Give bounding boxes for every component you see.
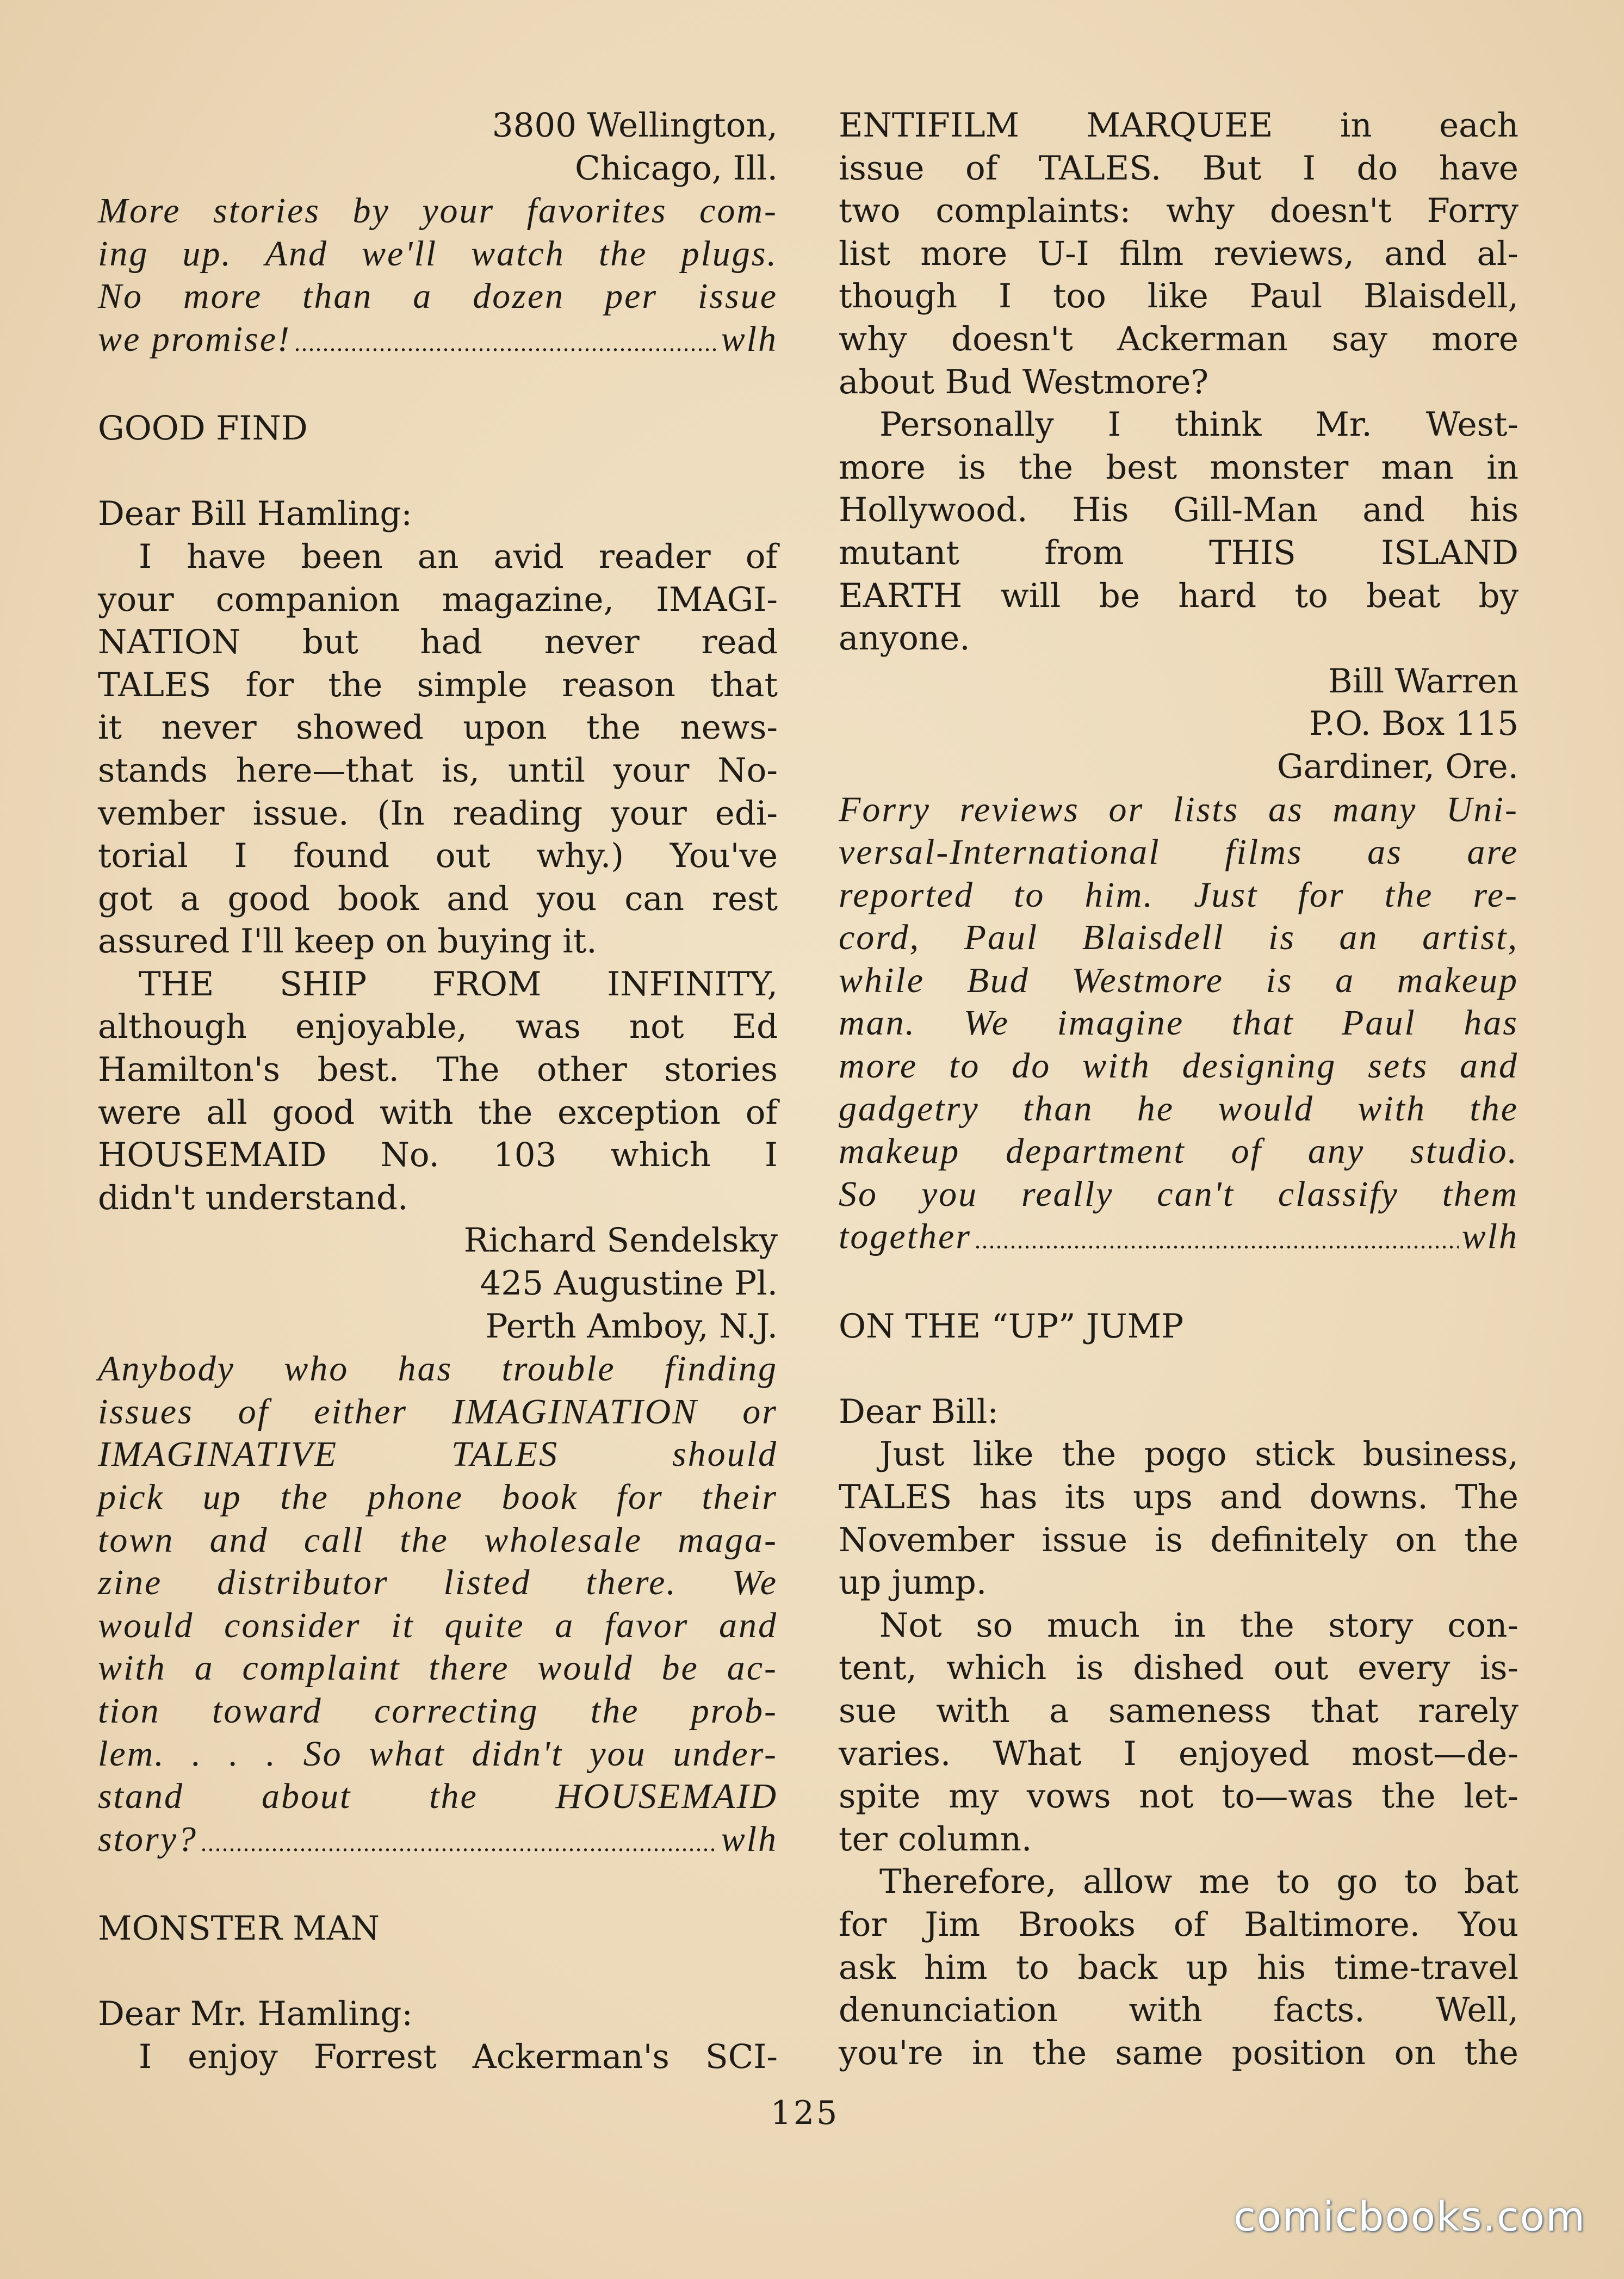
letter-line: mutant from THIS ISLAND: [839, 533, 1518, 572]
letter-line: anyone.: [839, 619, 970, 658]
reply-line: So you really can't classify them: [839, 1174, 1518, 1214]
letter-paragraph: [839, 1605, 1518, 1861]
reply-line: zine distributor listed there. We: [98, 1563, 778, 1603]
letter-line: ask him to back up his time-travel: [839, 1948, 1518, 1987]
reply-line: IMAGINATIVE TALES should: [98, 1434, 778, 1475]
reply-line: man. We imagine that Paul has: [839, 1003, 1518, 1043]
letter-paragraph: [839, 404, 1518, 660]
page-number: 125: [770, 2094, 840, 2132]
reply-line: More stories by your favorites com-: [98, 191, 778, 231]
letter-line: EARTH will be hard to beat by: [839, 576, 1518, 615]
letter-paragraph: [839, 104, 1518, 404]
letter-line: Not so much in the story con-: [879, 1606, 1518, 1645]
letter-line: up jump.: [839, 1563, 987, 1602]
editor-initials: wlh: [721, 1819, 778, 1859]
letter-line: got a good book and you can rest: [98, 879, 778, 918]
letter-line: HOUSEMAID No. 103 which I: [98, 1136, 778, 1175]
letter-line: spite my vows not to—was the let-: [839, 1777, 1518, 1816]
letter-line: November issue is definitely on the: [839, 1520, 1518, 1559]
reply-line: more to do with designing sets and: [839, 1046, 1518, 1086]
letter-line: ENTIFILM MARQUEE in each: [839, 106, 1518, 145]
address-line: 3800 Wellington,: [492, 106, 778, 145]
letter-line: TALES for the simple reason that: [98, 665, 778, 704]
reply-line: issues of either IMAGINATION or: [98, 1391, 778, 1432]
reply-line: gadgetry than he would with the: [839, 1088, 1518, 1129]
reply-line: versal-International films as are: [839, 832, 1518, 872]
reply-line: No more than a dozen per issue: [98, 276, 778, 317]
reply-line: Anybody who has trouble finding: [98, 1349, 778, 1389]
letter-line: stands here—that is, until your No-: [98, 751, 778, 790]
reply-line: while Bud Westmore is a makeup: [839, 960, 1518, 1000]
reply-line: we promise!: [98, 319, 292, 359]
letter-line: vember issue. (In reading your edi-: [98, 794, 778, 833]
reply-line: town and call the wholesale maga-: [98, 1520, 778, 1560]
letter-line: Hamilton's best. The other stories: [98, 1050, 778, 1089]
reply-line: with a complaint there would be ac-: [98, 1648, 778, 1688]
editor-reply: [839, 789, 1518, 1263]
left-column: [98, 104, 778, 2078]
leader-dots: [975, 1219, 1459, 1262]
letter-line: Therefore, allow me to go to bat: [879, 1862, 1518, 1902]
letter-line: two complaints: why doesn't Forry: [839, 191, 1518, 231]
reply-signoff: [839, 1216, 1518, 1262]
reply-line: would consider it quite a favor and: [98, 1605, 778, 1645]
address-line: 425 Augustine Pl.: [480, 1264, 778, 1303]
letter-line: Personally I think Mr. West-: [879, 405, 1518, 444]
reply-line: story?: [98, 1819, 197, 1859]
reply-line: together: [839, 1217, 971, 1257]
letter-line: THE SHIP FROM INFINITY,: [139, 964, 778, 1004]
editor-reply: [98, 1348, 778, 1865]
letter-line: assured I'll keep on buying it.: [98, 922, 597, 961]
letter-line: why doesn't Ackerman say more: [839, 319, 1518, 358]
address-line: Chicago, Ill.: [574, 148, 778, 188]
salutation: Dear Bill:: [839, 1392, 999, 1431]
leader-dots: [201, 1822, 718, 1865]
address-line: P.O. Box 115: [1309, 704, 1518, 744]
reply-line: stand about the HOUSEMAID: [98, 1776, 778, 1817]
letter-line: more is the best monster man in: [839, 448, 1518, 487]
leader-dots: [294, 322, 718, 365]
reply-line: Forry reviews or lists as many Uni-: [839, 789, 1518, 829]
watermark: comicbooks.com: [1234, 2194, 1586, 2240]
salutation: Dear Mr. Hamling:: [98, 1995, 413, 2034]
letter-line: list more U-I film reviews, and al-: [839, 234, 1518, 273]
section-heading: GOOD FIND: [98, 409, 308, 448]
letter-line: you're in the same position on the: [839, 2033, 1518, 2072]
section-heading: ON THE “UP” JUMP: [839, 1306, 1184, 1346]
letter-line: your companion magazine, IMAGI-: [98, 580, 778, 619]
letter-line: for Jim Brooks of Baltimore. You: [839, 1905, 1518, 1944]
reply-signoff: [98, 1818, 778, 1865]
letter-line: though I too like Paul Blaisdell,: [839, 277, 1518, 316]
editor-initials: wlh: [1461, 1217, 1518, 1257]
right-column: [839, 104, 1518, 2074]
letter-line: ter column.: [839, 1819, 1032, 1859]
letter-line: issue of TALES. But I do have: [839, 148, 1518, 188]
signature-name: Richard Sendelsky: [463, 1221, 778, 1260]
letter-line: didn't understand.: [98, 1178, 408, 1217]
reply-line: ing up. And we'll watch the plugs.: [98, 233, 778, 274]
address-line: Gardiner, Ore.: [1276, 747, 1518, 786]
letter-line: Just like the pogo stick business,: [879, 1435, 1518, 1474]
letter-line: tent, which is dished out every is-: [839, 1649, 1518, 1688]
letter-line: denunciation with facts. Well,: [839, 1991, 1518, 2030]
letter-line: it never showed upon the news-: [98, 708, 778, 747]
section-heading: MONSTER MAN: [98, 1909, 380, 1948]
letter-line: although enjoyable, was not Ed: [98, 1007, 778, 1046]
reply-line: pick up the phone book for their: [98, 1477, 778, 1517]
signature-name: Bill Warren: [1328, 661, 1518, 701]
letter-line: I have been an avid reader of: [139, 537, 778, 576]
editor-initials: wlh: [721, 319, 778, 359]
letter-line: sue with a sameness that rarely: [839, 1691, 1518, 1730]
letter-line: varies. What I enjoyed most—de-: [839, 1734, 1518, 1773]
editor-reply: [98, 190, 778, 364]
letter-line: TALES has its ups and downs. The: [839, 1478, 1518, 1516]
letter-line: NATION but had never read: [98, 623, 778, 662]
letter-line: Hollywood. His Gill-Man and his: [839, 491, 1518, 530]
letter-line: torial I found out why.) You've: [98, 837, 778, 876]
letter-paragraph: [839, 1861, 1518, 2074]
letter-paragraph: [98, 536, 778, 963]
address-line: Perth Amboy, N.J.: [485, 1306, 778, 1346]
reply-line: makeup department of any studio.: [839, 1131, 1518, 1172]
reply-signoff: [98, 318, 778, 365]
reply-line: lem. . . . So what didn't you under-: [98, 1733, 778, 1774]
letter-paragraph: [98, 963, 778, 1220]
salutation: Dear Bill Hamling:: [98, 494, 412, 534]
reply-line: reported to him. Just for the re-: [839, 875, 1518, 915]
letter-paragraph: [839, 1433, 1518, 1604]
letter-line: were all good with the exception of: [98, 1093, 778, 1132]
reply-line: cord, Paul Blaisdell is an artist,: [839, 918, 1518, 958]
reply-line: tion toward correcting the prob-: [98, 1690, 778, 1731]
letter-line: about Bud Westmore?: [839, 362, 1209, 401]
letter-line: I enjoy Forrest Ackerman's SCI-: [139, 2037, 778, 2076]
